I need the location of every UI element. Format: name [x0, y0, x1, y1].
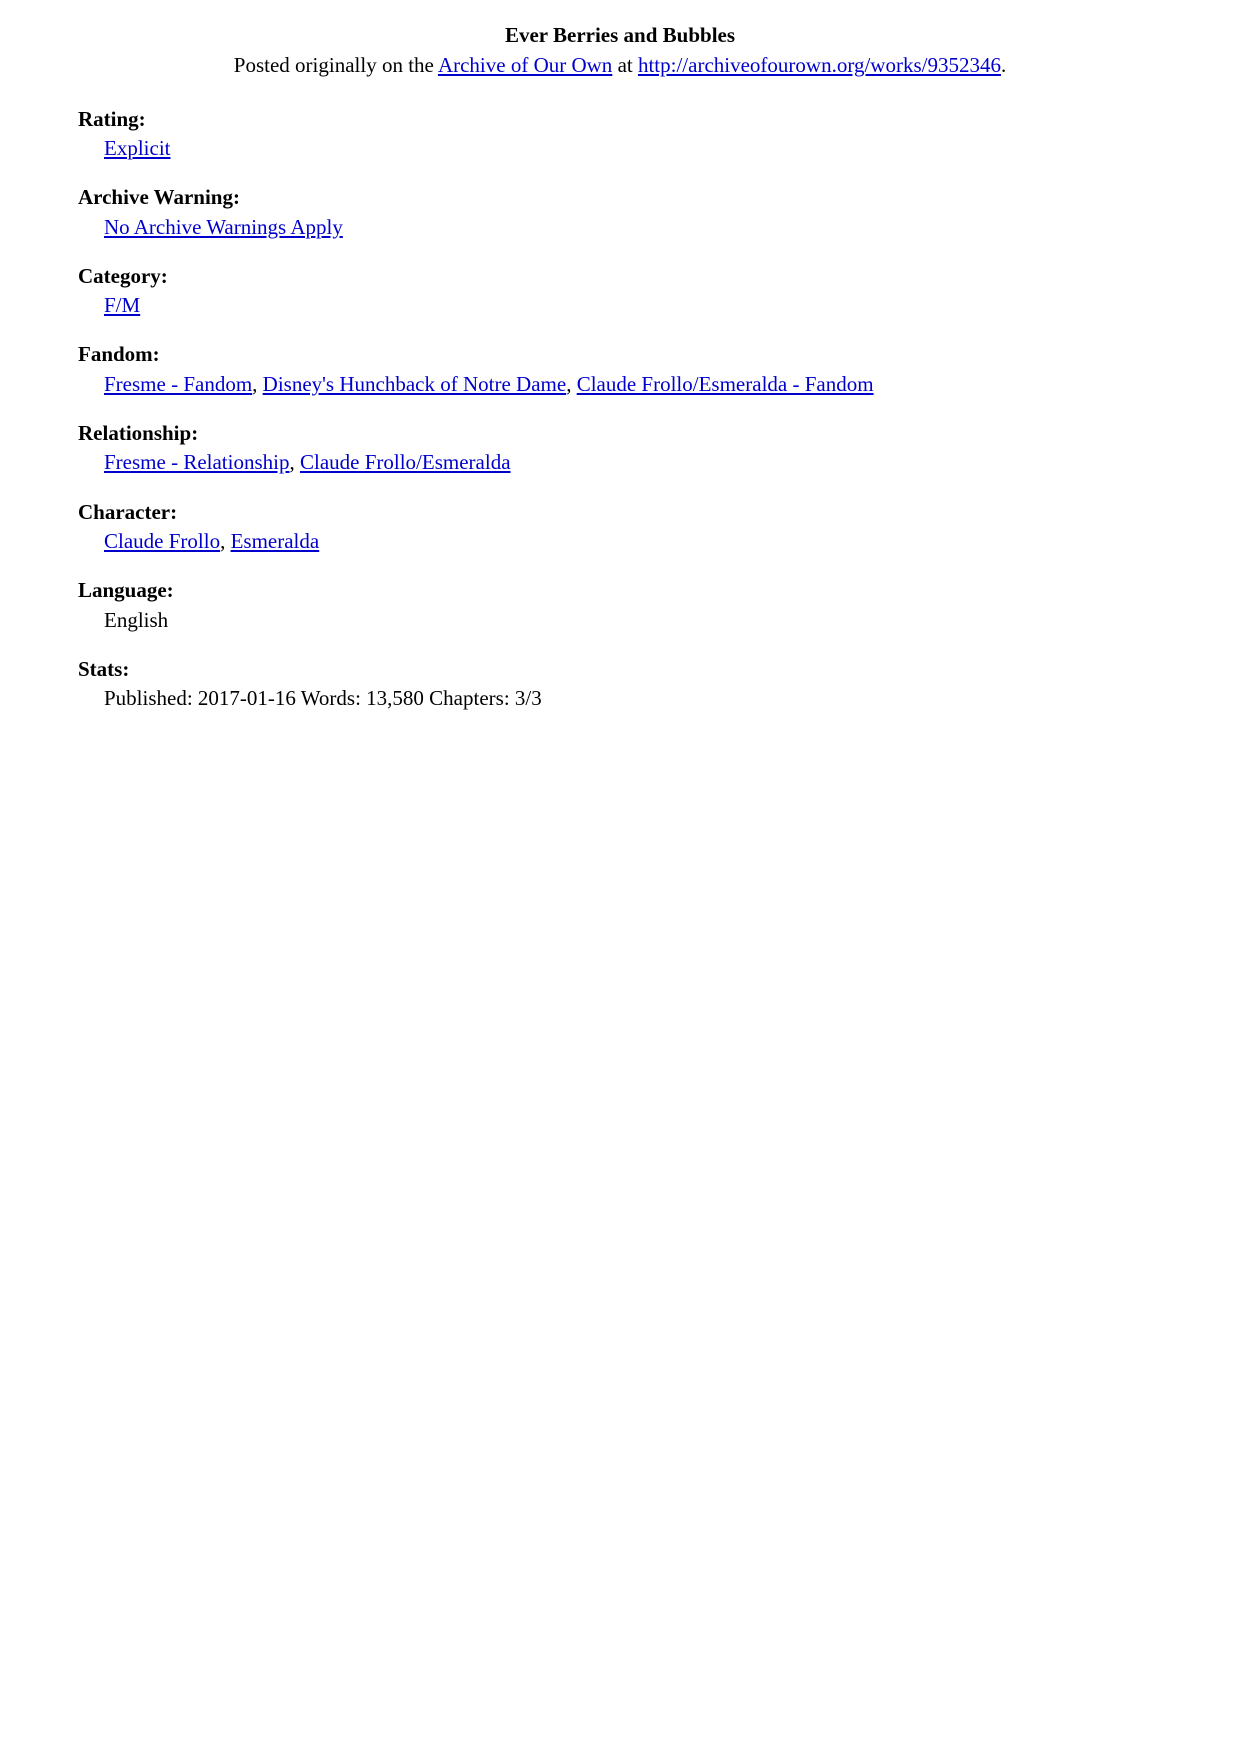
metadata-group: [78, 499, 1162, 556]
metadata-tag-link[interactable]: Esmeralda: [230, 528, 320, 553]
metadata-tag-link[interactable]: Claude Frollo/Esmeralda - Fandom: [576, 371, 874, 396]
metadata-label: Rating:: [78, 106, 146, 131]
metadata-group: [78, 263, 1162, 320]
metadata-plain-value: Published: 2017-01-16 Words: 13,580 Chapters: 3/3: [104, 686, 542, 711]
metadata-separator: ,: [252, 371, 263, 396]
metadata-value: [104, 607, 1162, 634]
metadata-tag-link[interactable]: Disney's Hunchback of Notre Dame: [262, 371, 567, 396]
metadata-group: [78, 106, 1162, 163]
metadata-tag-link[interactable]: Claude Frollo: [104, 528, 221, 553]
metadata-container: [78, 106, 1162, 713]
metadata-separator: ,: [220, 528, 231, 553]
metadata-tag-link[interactable]: No Archive Warnings Apply: [104, 214, 343, 239]
preface-prefix: Posted originally on the: [233, 53, 438, 78]
metadata-label: Stats:: [78, 656, 130, 681]
page-title: Ever Berries and Bubbles: [504, 23, 736, 47]
metadata-tag-link[interactable]: Explicit: [104, 135, 171, 160]
metadata-group: [78, 577, 1162, 634]
metadata-tag-link[interactable]: Fresme - Fandom: [104, 371, 253, 396]
metadata-label: Character:: [78, 499, 178, 524]
metadata-tag-link[interactable]: Fresme - Relationship: [104, 450, 290, 475]
preface-suffix: .: [1000, 53, 1007, 78]
metadata-tag-link[interactable]: Claude Frollo/Esmeralda: [299, 450, 511, 475]
metadata-group: [78, 341, 1162, 398]
metadata-value: [104, 214, 1162, 241]
preface-line: [78, 51, 1162, 79]
metadata-plain-value: English: [104, 607, 169, 632]
metadata-value: [104, 449, 1162, 476]
metadata-separator: ,: [289, 450, 300, 475]
metadata-value: [104, 371, 1162, 398]
metadata-label: Category:: [78, 263, 168, 288]
metadata-tag-link[interactable]: F/M: [104, 293, 141, 318]
work-url-link[interactable]: http://archiveofourown.org/works/9352346: [637, 53, 1001, 78]
archive-of-our-own-link[interactable]: Archive of Our Own: [437, 53, 613, 78]
metadata-group: [78, 184, 1162, 241]
metadata-value: [104, 292, 1162, 319]
metadata-value: [104, 685, 1162, 712]
metadata-value: [104, 135, 1162, 162]
metadata-label: Fandom:: [78, 342, 160, 367]
metadata-label: Archive Warning:: [78, 185, 240, 210]
metadata-group: [78, 656, 1162, 713]
metadata-label: Relationship:: [78, 421, 199, 446]
metadata-separator: ,: [566, 371, 577, 396]
metadata-value: [104, 528, 1162, 555]
metadata-label: Language:: [78, 578, 174, 603]
metadata-group: [78, 420, 1162, 477]
preface-between: at: [612, 53, 638, 78]
